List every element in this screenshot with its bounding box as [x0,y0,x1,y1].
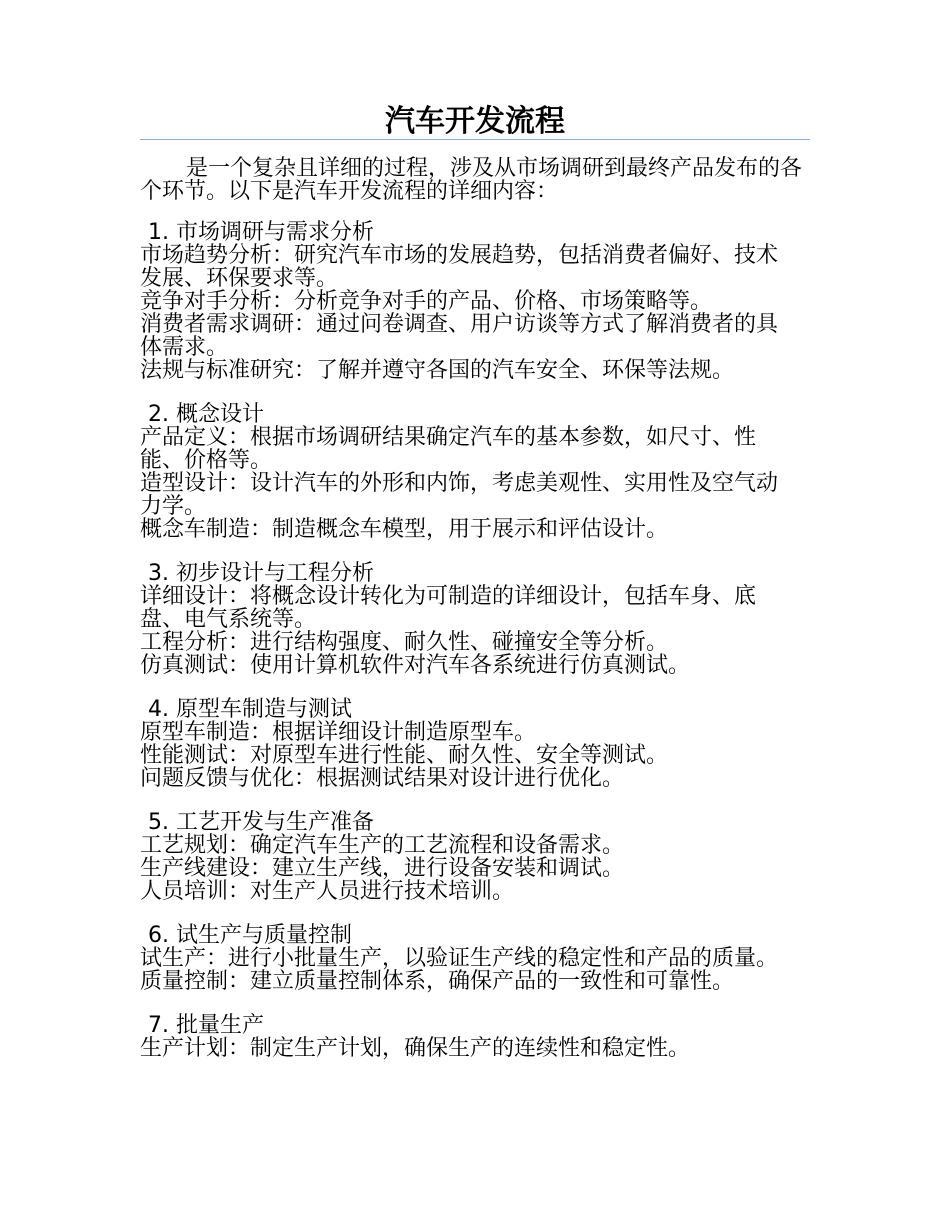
list-item: 工程分析：进行结构强度、耐久性、碰撞安全等分析。 [140,630,669,655]
list-item: 人员培训：对生产人员进行技术培训。 [140,879,515,904]
list-item: 原型车制造：根据详细设计制造原型车。 [140,720,537,745]
section-trial-production [140,924,810,993]
section-heading: 5. 工艺开发与生产准备 [148,810,374,835]
list-item: 性能测试：对原型车进行性能、耐久性、安全等测试。 [140,743,669,768]
document-title: 汽车开发流程 [385,104,565,139]
list-item: 造型设计：设计汽车的外形和内饰，考虑美观性、实用性及空气动力学。 [140,471,779,519]
section-prototype [140,698,810,790]
section-process-development [140,811,810,903]
list-item: 市场趋势分析：研究汽车市场的发展趋势，包括消费者偏好、技术发展、环保要求等。 [140,243,779,291]
section-mass-production [140,1014,810,1060]
list-item: 产品定义：根据市场调研结果确定汽车的基本参数，如尺寸、性能、价格等。 [140,425,757,473]
section-heading: 3. 初步设计与工程分析 [148,561,374,586]
title-underline [140,139,810,140]
list-item: 竞争对手分析：分析竞争对手的产品、价格、市场策略等。 [140,289,713,314]
list-item: 消费者需求调研：通过问卷调查、用户访谈等方式了解消费者的具体需求。 [140,312,779,360]
list-item: 生产计划：制定生产计划，确保生产的连续性和稳定性。 [140,1036,691,1061]
section-heading: 1. 市场调研与需求分析 [148,220,374,245]
section-heading: 4. 原型车制造与测试 [148,697,352,722]
section-heading: 2. 概念设计 [148,402,264,427]
list-item: 试生产：进行小批量生产，以验证生产线的稳定性和产品的质量。 [140,946,779,971]
list-item: 质量控制：建立质量控制体系，确保产品的一致性和可靠性。 [140,969,735,994]
intro-paragraph: 是一个复杂且详细的过程，涉及从市场调研到最终产品发布的各个环节。以下是汽车开发流程的详细内容： [140,156,803,204]
section-concept-design [140,403,810,541]
list-item: 工艺规划：确定汽车生产的工艺流程和设备需求。 [140,833,625,858]
section-preliminary-design [140,562,810,677]
list-item: 仿真测试：使用计算机软件对汽车各系统进行仿真测试。 [140,653,691,678]
section-market-research [140,221,810,382]
list-item: 问题反馈与优化：根据测试结果对设计进行优化。 [140,766,625,791]
section-heading: 6. 试生产与质量控制 [148,923,352,948]
list-item: 概念车制造：制造概念车模型，用于展示和评估设计。 [140,517,669,542]
list-item: 生产线建设：建立生产线，进行设备安装和调试。 [140,856,625,881]
document-body [140,157,810,1081]
section-heading: 7. 批量生产 [148,1013,264,1038]
list-item: 详细设计：将概念设计转化为可制造的详细设计，包括车身、底盘、电气系统等。 [140,584,757,632]
list-item: 法规与标准研究：了解并遵守各国的汽车安全、环保等法规。 [140,358,735,383]
